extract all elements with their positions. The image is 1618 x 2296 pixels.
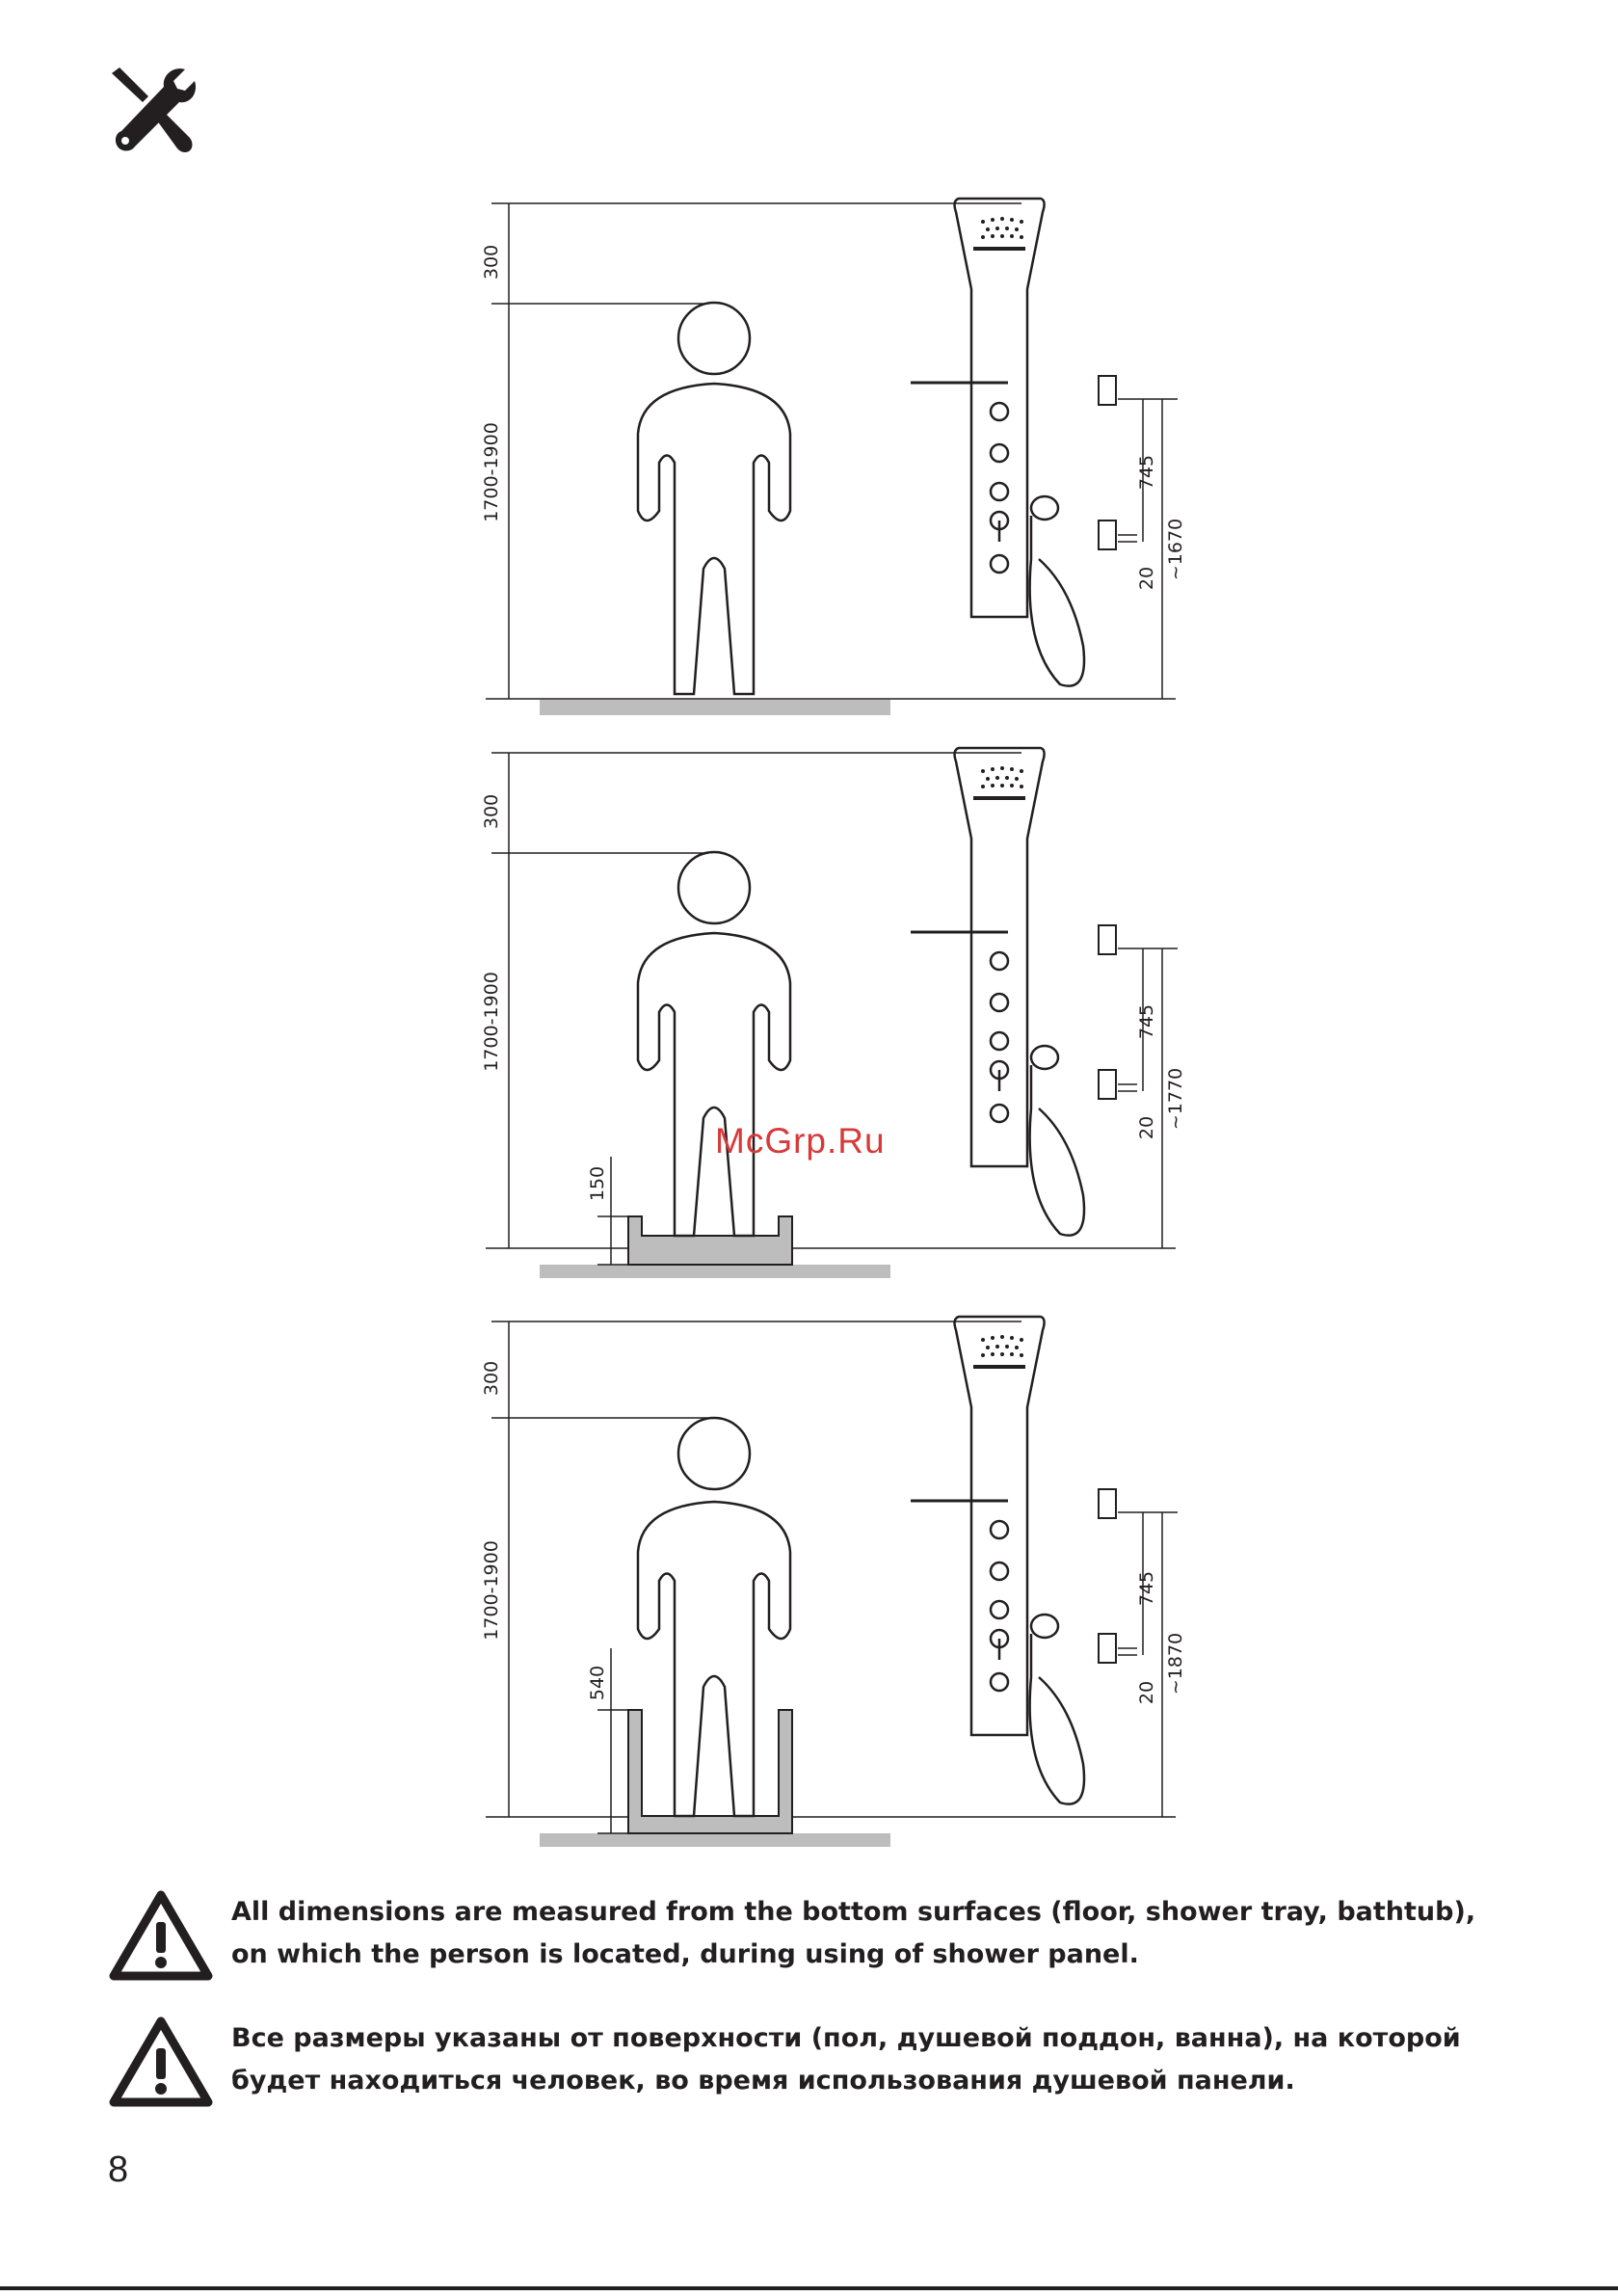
warning-text-line: Все размеры указаны от поверхности (пол, душевой поддон, ванна), на которой [231,2023,1461,2053]
dim-person-height: 1700-1900 [481,422,502,522]
shower-tray [628,1216,792,1265]
warning-text-line: будет находиться человек, во время использования душевой панели. [231,2066,1295,2096]
dim-top-clearance: 300 [481,793,502,830]
floor-slab [540,700,890,715]
floor-slab [540,1833,890,1847]
shower-panel [911,1317,1084,1804]
dim-base-height: 540 [587,1665,608,1701]
dim-valve-spacing: 745 [1136,1003,1157,1040]
person-figure [638,1418,790,1816]
wall-valve [1099,376,1116,405]
dim-valve-gap: 20 [1136,1680,1157,1705]
shower-panel [911,748,1084,1236]
wall-valve [1099,1070,1116,1099]
dim-valve-gap: 20 [1136,566,1157,591]
warning-text-line: on which the person is located, during using of shower panel. [231,1939,1139,1969]
dim-mount-height: ~1770 [1165,1067,1186,1131]
dim-top-clearance: 300 [481,244,502,280]
dim-mount-height: ~1870 [1165,1632,1186,1695]
dim-mount-height: ~1670 [1165,518,1186,581]
wall-valve [1099,1489,1116,1518]
tools-icon [106,64,199,156]
page-number: 8 [108,2149,129,2190]
warning-text-line: All dimensions are measured from the bottom surfaces (floor, shower tray, bathtub), [231,1897,1476,1927]
warning-note-en [108,1889,1553,1995]
warning-icon [108,1889,214,1982]
watermark: McGrp.Ru [715,1121,886,1161]
dim-person-height: 1700-1900 [481,972,502,1072]
dim-top-clearance: 300 [481,1360,502,1397]
wall-valve [1099,521,1116,549]
dim-valve-gap: 20 [1136,1115,1157,1140]
bathtub [628,1710,792,1833]
warning-note-ru [108,2016,1553,2122]
diagram-bathtub [0,1301,1618,1860]
dim-person-height: 1700-1900 [481,1540,502,1641]
person-figure [638,303,790,694]
bottom-rule [0,2286,1618,2290]
dim-base-height: 150 [587,1165,608,1202]
diagram-floor [0,183,1618,742]
warning-icon [108,2016,214,2108]
floor-slab [540,1265,890,1278]
dim-valve-spacing: 745 [1136,1570,1157,1607]
wall-valve [1099,925,1116,954]
wall-valve [1099,1634,1116,1663]
diagram-shower-tray [0,733,1618,1292]
person-figure [638,852,790,1236]
shower-panel [911,199,1084,686]
dim-valve-spacing: 745 [1136,454,1157,491]
